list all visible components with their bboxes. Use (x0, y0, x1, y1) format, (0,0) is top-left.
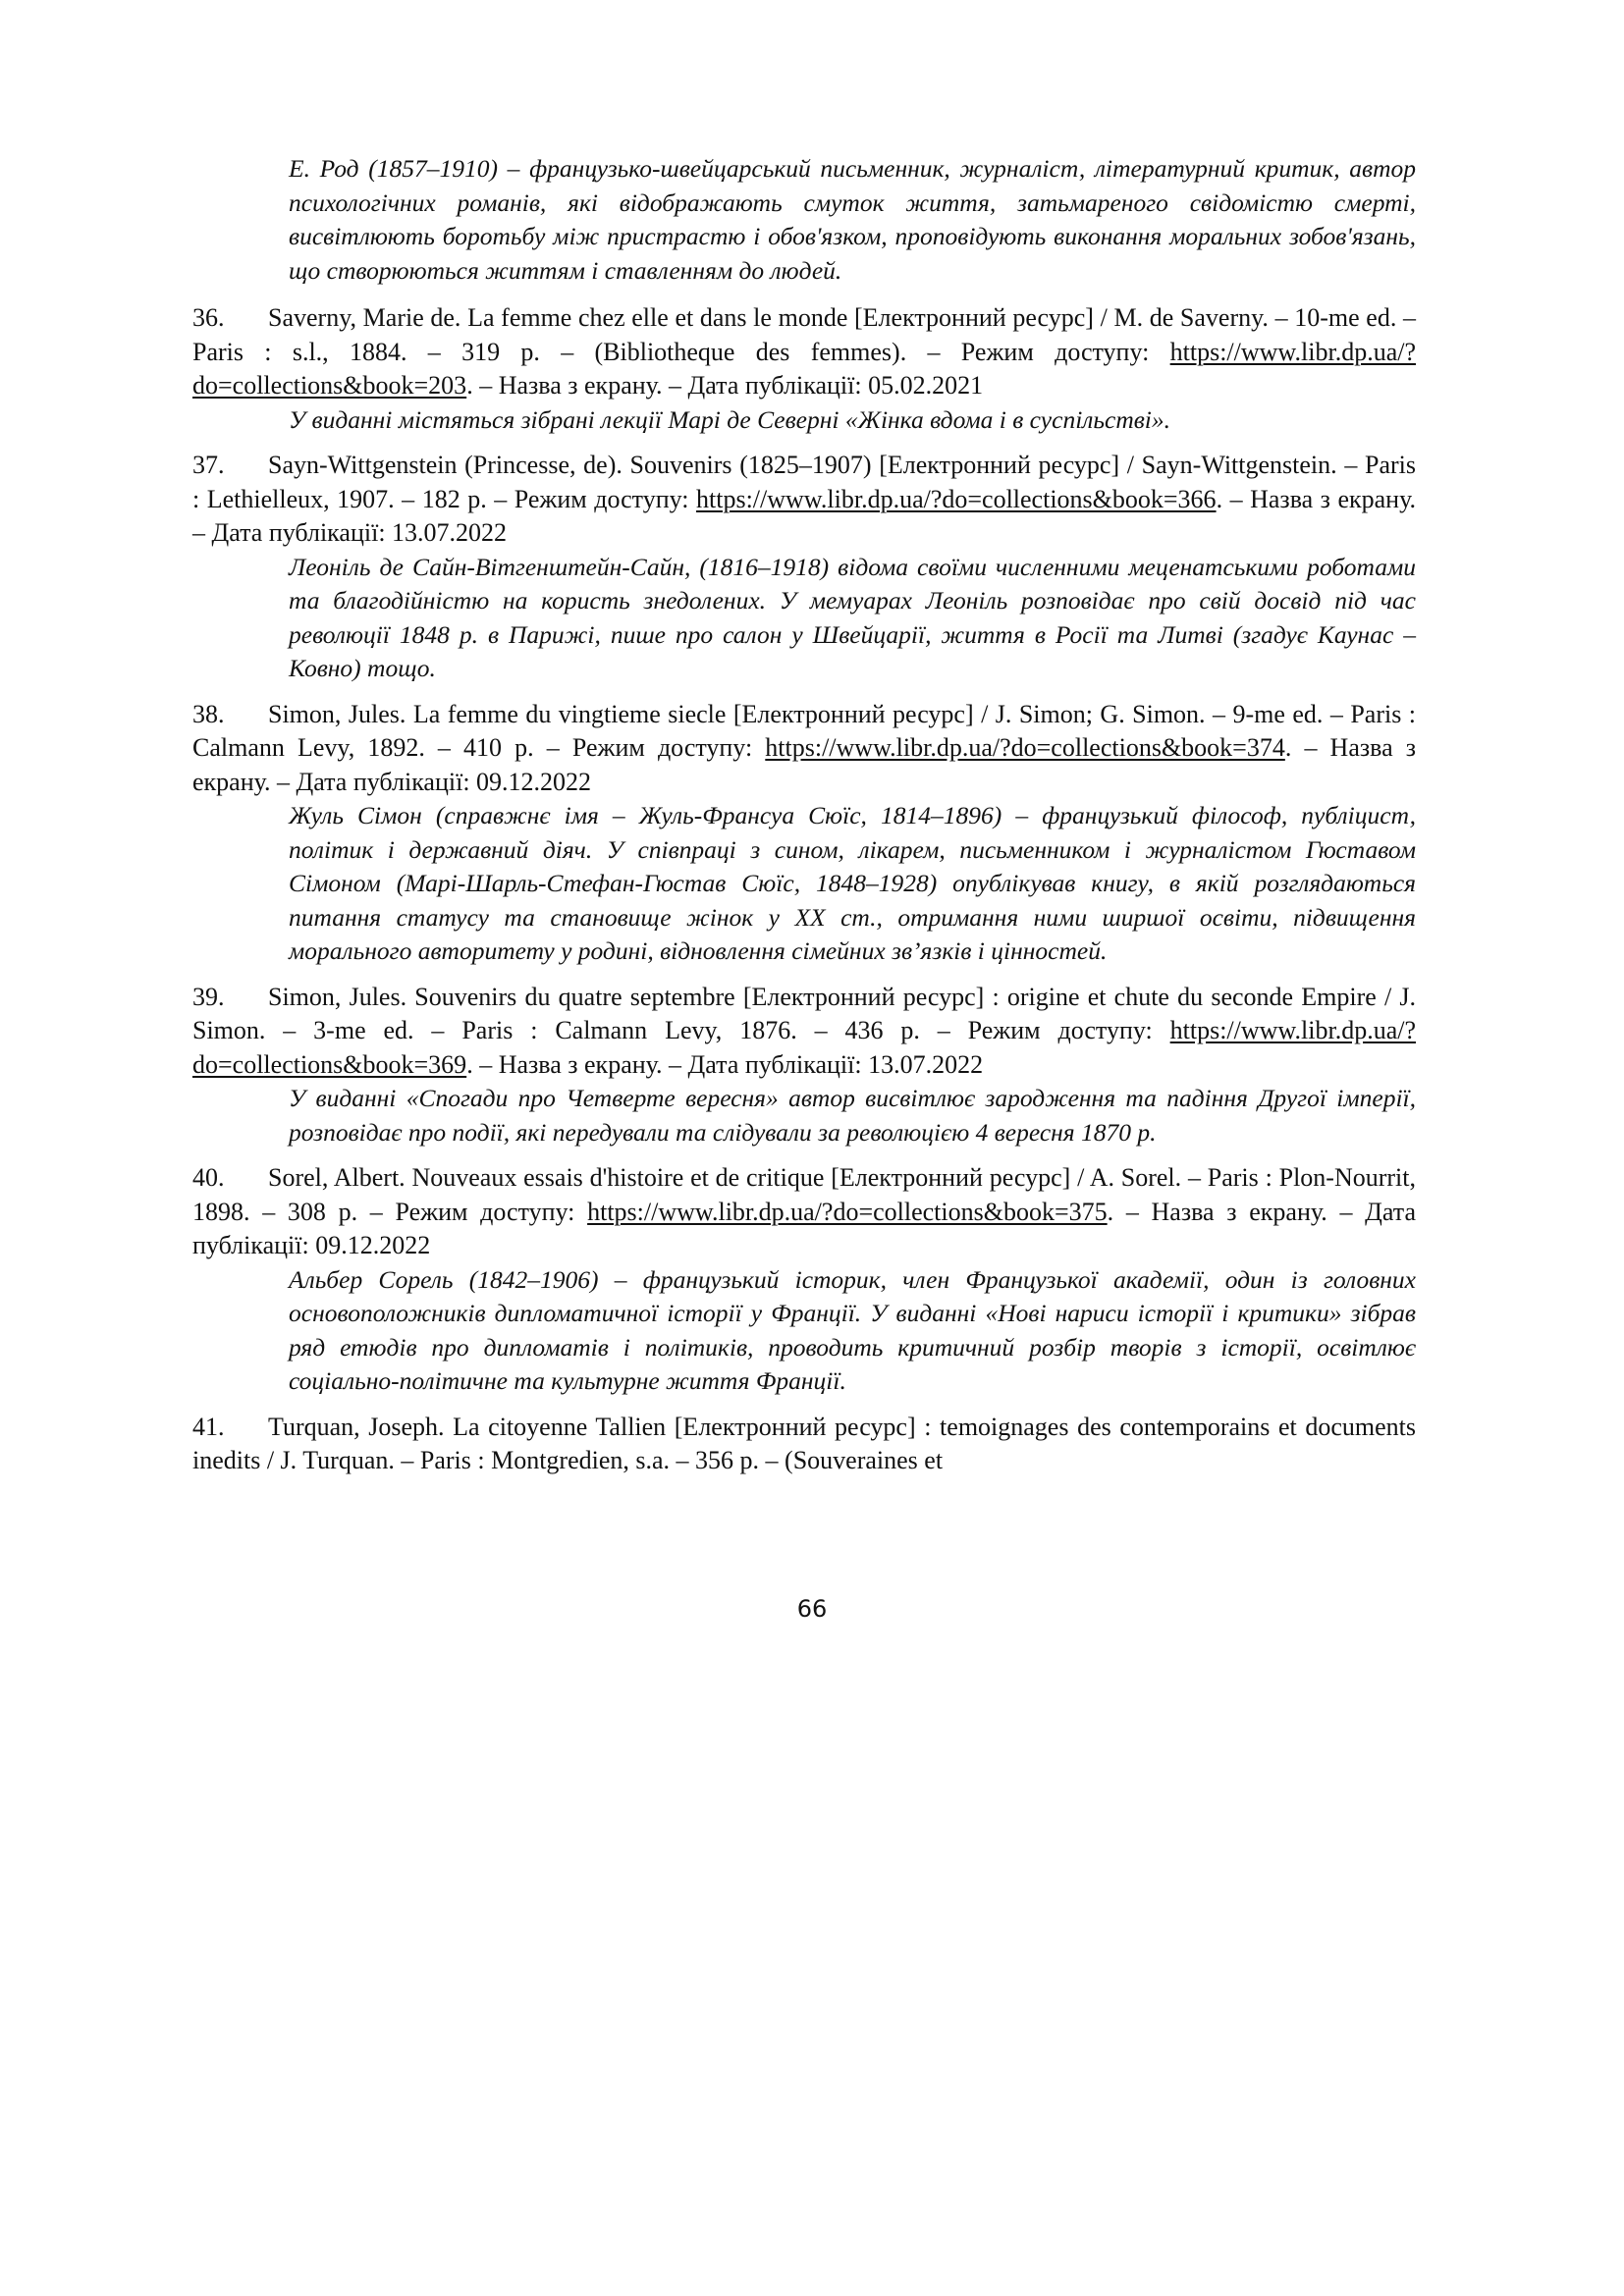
entry-text: Turquan, Joseph. La citoyenne Tallien [Електронний ресурс] : temoignages des contemporains et documents inedits / J. Turquan. – Paris : Montgredien, s.a. – 356 p. – (Souveraines et (192, 1412, 1416, 1474)
entry-link[interactable]: https://www.libr.dp.ua/?do=collections&book=203 (192, 337, 1416, 400)
entry-after-link: . – Назва з екрану. – Дата публікації: 13.07.2022 (466, 1049, 984, 1079)
bibliography-entry (192, 1411, 1416, 1478)
entry-link[interactable]: https://www.libr.dp.ua/?do=collections&book=375 (587, 1197, 1108, 1226)
entry-number: 38. (192, 699, 225, 728)
entry-text: Saverny, Marie de. La femme chez elle et dans le monde [Електронний ресурс] / M. de Saverny. – 10-me ed. – Paris : s.l., 1884. – 319 p. – (Bibliotheque des femmes). – Режим доступу: (192, 303, 1416, 366)
entry-text: Simon, Jules. Souvenirs du quatre septembre [Електронний ресурс] : origine et chute du seconde Empire / J. Simon. – 3-me ed. – Paris : Calmann Levy, 1876. – 436 p. – Режим доступу: (192, 982, 1416, 1044)
entry-link[interactable]: https://www.libr.dp.ua/?do=collections&book=366 (696, 484, 1217, 513)
entry-annotation: Жуль Сімон (справжнє імя – Жуль-Франсуа Сюїс, 1814–1896) – французький філософ, публіцист, політик і державний діяч. У співпраці з сином, лікарем, письменником і журналістом Гюставом Сімоном (Марі-Шарль-Стефан-Гюстав Сюїс, 1848–1928) опублікував книгу, в якій розглядаються питання статусу та становище жінок у ХХ ст., отримання ними ширшої освіти, підвищення морального авторитету у родині, відновлення сімейних зв’язків і цінностей. (289, 801, 1416, 965)
entry-after-link: . – Назва з екрану. – Дата публікації: 09.12.2022 (192, 733, 1416, 796)
entry-link[interactable]: https://www.libr.dp.ua/?do=collections&book=369 (192, 1016, 1416, 1079)
document-page (192, 152, 1416, 1478)
bibliography-entry (192, 981, 1416, 1150)
entry-number: 36. (192, 303, 225, 332)
entry-after-link: . – Назва з екрану. – Дата публікації: 13.07.2022 (192, 484, 1416, 547)
entry-annotation: У виданні містяться зібрані лекції Марі де Северні «Жінка вдома і в суспільстві». (289, 404, 1171, 434)
entry-number: 41. (192, 1412, 225, 1441)
entry-text: Simon, Jules. La femme du vingtieme siecle [Електронний ресурс] / J. Simon; G. Simon. – 9-me ed. – Paris : Calmann Levy, 1892. – 410 p. – Режим доступу: (192, 699, 1416, 762)
entry-after-link: . – Назва з екрану. – Дата публікації: 09.12.2022 (192, 1197, 1416, 1259)
entry-link[interactable]: https://www.libr.dp.ua/?do=collections&book=374 (765, 733, 1285, 762)
bibliography-entry (192, 1161, 1416, 1399)
entry-after-link: . – Назва з екрану. – Дата публікації: 05.02.2021 (466, 371, 984, 400)
entry-text: Sayn-Wittgenstein (Princesse, de). Souvenirs (1825–1907) [Електронний ресурс] / Sayn-Wittgenstein. – Paris : Lethielleux, 1907. – 182 p. – Режим доступу: (192, 451, 1416, 513)
entry-annotation: Леоніль де Сайн-Вітгенштейн-Сайн, (1816–1918) відома своїми численними меценатськими роботами та благодійністю на користь знедолених. У мемуарах Леоніль розповідає про свій досвід під час революції 1848 р. в Парижі, пише про салон у Швейцарії, життя в Росії та Литві (згадує Каунас – Ковно) тощо. (289, 552, 1416, 682)
bibliography-entry (192, 698, 1416, 969)
bibliography-entry (192, 301, 1416, 437)
entry-number: 39. (192, 982, 225, 1011)
entry-number: 37. (192, 451, 225, 479)
entry-text: Sorel, Albert. Nouveaux essais d'histoire et de critique [Електронний ресурс] / A. Sorel. – Paris : Plon-Nourrit, 1898. – 308 p. – Режим доступу: (192, 1163, 1416, 1226)
bibliography-entry (192, 449, 1416, 686)
entry-annotation: Альбер Сорель (1842–1906) – французький історик, член Французької академії, один із головних основоположників дипломатичної історії у Франції. У виданні «Нові нариси історії і критики» зібрав ряд етюдів про дипломатів і політиків, проводить критичний розбір творів з історії, освітлює соціально-політичне та культурне життя Франції. (289, 1264, 1416, 1395)
intro-annotation: Е. Род (1857–1910) – французько-швейцарський письменник, журналіст, літературний критик, автор психологічних романів, які відображають смуток життя, затьмареного свідомістю смерті, висвітлюють боротьбу між пристрастю і обов'язком, проповідують виконання моральних зобов'язань, що створюються життям і ставленням до людей. (289, 154, 1416, 285)
entry-number: 40. (192, 1163, 225, 1192)
entry-annotation: У виданні «Спогади про Четверте вересня» автор висвітлює зародження та падіння Другої імперії, розповідає про події, які передували та слідували за революцією 4 вересня 1870 р. (289, 1084, 1416, 1147)
page-number: 66 (796, 1595, 828, 1623)
